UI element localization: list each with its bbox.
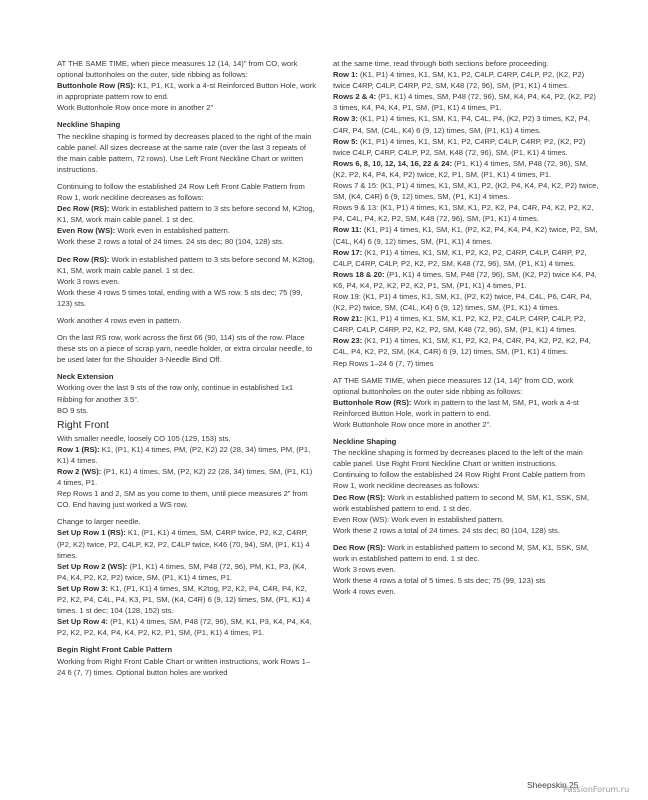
- paragraph-text: Rep Rows 1 and 2, SM as you come to them, until piece measures 2” from CO. End having just worked a WS row.: [57, 489, 308, 510]
- row-label: Set Up Row 2 (WS):: [57, 561, 128, 571]
- paragraph: [333, 180, 601, 202]
- row-label: Row 1 (RS):: [57, 444, 100, 454]
- paragraph: [333, 247, 601, 269]
- paragraph-text: The neckline shaping is formed by decreases placed to the right of the main cable panel. All sizes decrease at the same rate (over the last 3 repeats of the main cable pattern, 72 rows). Use Left Front Neckline Chart or written instructions.: [57, 131, 312, 174]
- paragraph: [333, 58, 601, 69]
- page-footer: Sheepskin 25: [527, 780, 579, 790]
- paragraph-text: Work Buttonhole Row once more in another 2”.: [333, 420, 492, 429]
- section-heading: Neckline Shaping: [57, 120, 121, 130]
- row-label: Row 3:: [333, 114, 358, 124]
- row-label: Row 1:: [333, 70, 358, 80]
- paragraph-text: AT THE SAME TIME, when piece measures 12 (14, 14)” from CO, work optional buttonholes on the outer side ribbing as follows:: [333, 375, 574, 396]
- row-label: Dec Row (RS):: [57, 204, 110, 214]
- paragraph-text: With smaller needle, loosely CO 105 (129, 153) sts.: [57, 433, 231, 443]
- paragraph-text: (K1, P1) 4 times, K1, SM, K1, P4, C4L, P4, (K2, P2) 3 times, K2, P4, C4R, P4, SM, (C4L, K4) 6 (9, 12) times, SM, (P1, K1) 4 times.: [333, 114, 591, 135]
- paragraph: [57, 444, 317, 466]
- paragraph: [333, 113, 601, 135]
- paragraph: [57, 433, 317, 444]
- row-label: Set Up Row 3:: [57, 583, 109, 593]
- section-heading: Begin Right Front Cable Pattern: [57, 645, 173, 655]
- paragraph-text: AT THE SAME TIME, when piece measures 12 (14, 14)” from CO, work optional buttonholes on the outer, side ribbing as follows:: [57, 59, 298, 80]
- paragraph-text: Work in established pattern to second M, SM, K1, SSK, SM, work in established pattern to end. 1 st dec.: [333, 542, 590, 564]
- section-title: Right Front: [57, 418, 109, 431]
- paragraph: [333, 492, 601, 514]
- right-column: [333, 58, 601, 597]
- paragraph: [57, 131, 317, 175]
- paragraph: [333, 469, 601, 491]
- paragraph-text: Work in pattern to the last M, SM, P1, work a 4-st Reinforced Button Hole, work in pattern to end.: [333, 397, 579, 418]
- paragraph-text: at the same time, read through both sections before proceeding.: [333, 59, 549, 68]
- paragraph-text: K1, (P1, K1) 4 times, SM, K2tog, P2, K2, P4, C4R, P4, K2, P2, K2, P4, C4L, P4, K3, P1, SM, (K4, C4R) 6 (9, 12) times, SM, (P1, K1) 4 times. 1 st dec; 104 (128, 152) sts.: [57, 583, 311, 616]
- watermark: PassionForum.ru: [563, 785, 630, 794]
- row-label: Dec Row (RS):: [333, 542, 386, 552]
- row-label: Row 21:: [333, 314, 363, 324]
- paragraph-text: Even Row (WS): Work even in established pattern.: [333, 514, 504, 524]
- paragraph-text: Work another 4 rows even in pattern.: [57, 315, 182, 325]
- paragraph-text: (P1, K1) 4 times, SM, P48 (72, 96), SM, K1, P3, K4, P4, K4, P2, K2, P2, K4, P4, K4, P2, K2, P1, SM, (P1, K1) 4 times, P1.: [57, 617, 312, 638]
- section-heading: Neck Extension: [57, 372, 114, 382]
- paragraph: [57, 466, 317, 488]
- paragraph-text: Work Buttonhole Row once more in another 2”: [57, 103, 214, 113]
- paragraph-text: Row 19: (K1, P1) 4 times, K1, SM, K1, (P2, K2) twice, P4, C4L, P6, C4R, P4, (K2, P2) twice, SM, (C4L, K4) 6 (9, 12) times, SM, (P1, K1) 4 times.: [333, 291, 592, 313]
- paragraph: [57, 527, 317, 560]
- row-label: Rows 2 & 4:: [333, 92, 377, 102]
- paragraph-text: (K1, P1) 4 times, K1, SM, K1, P2, K2, P2, C4RP, C4LP, C4RP, P2, C4LP, C4RP, C4LP, P2, K2, P2, SM, K48 (72, 96), SM, (P1, K1) 4 times.: [333, 247, 587, 268]
- paragraph: [57, 102, 317, 113]
- paragraph: [57, 656, 317, 678]
- paragraph-text: Change to larger needle.: [57, 517, 141, 527]
- paragraph-text: Work these 4 rows 5 times total, ending with a WS row. 5 sts dec; 75 (99, 123) sts.: [57, 287, 303, 308]
- paragraph-text: On the last RS row, work across the first 66 (90, 114) sts of the row. Place these sts on a piece of scrap yarn, needle holder, or extra circular needle, to be used later for the Shoulder 3-Needle Bind Off.: [57, 333, 313, 365]
- paragraph: [333, 313, 601, 335]
- paragraph-text: BO 9 sts.: [57, 405, 89, 415]
- paragraph: [57, 616, 317, 638]
- paragraph: [333, 447, 601, 469]
- paragraph-text: Continuing to follow the established 24 Row Left Front Cable Pattern from Row 1, work neckline decreases as follows:: [57, 181, 305, 203]
- section-heading: Neckline Shaping: [333, 437, 397, 447]
- row-label: Buttonhole Row (RS):: [57, 81, 136, 91]
- paragraph: [57, 287, 317, 309]
- paragraph: [333, 514, 601, 525]
- row-label: Even Row (WS):: [57, 226, 116, 236]
- paragraph: [57, 276, 317, 287]
- row-label: Row 17:: [333, 247, 363, 257]
- left-column: [57, 58, 317, 678]
- row-label: Dec Row (RS):: [333, 492, 386, 502]
- paragraph-text: Work these 4 rows a total of 5 times. 5 sts dec; 75 (99, 123) sts: [333, 576, 546, 586]
- row-label: Row 2 (WS):: [57, 467, 102, 476]
- paragraph-text: (P1, K1) 4 times, SM, P48 (72, 96), SM, (K2, P2, K4, P4, K4, P2) twice, K2, P1, SM, (P1, K1) 4 times, P1.: [333, 158, 588, 179]
- paragraph-text: (K1, P1) 4 times, K1, SM, K1, (P2, K2, P4, K4, P4, K2) twice, P2, SM, (C4L, K4) 6 (9, 12) times, SM, (P1, K1) 4 times.: [333, 225, 598, 246]
- paragraph: [333, 269, 601, 291]
- paragraph: [333, 575, 601, 586]
- paragraph: [57, 516, 317, 527]
- paragraph-text: (P1, K1) 4 times, SM, P48 (72, 96), SM, K4, P4, K4, P2, (K2, P2) 3 times, K4, P4, K4, P1, SM, (P1, K1) 4 times, P1.: [333, 92, 596, 113]
- paragraph-text: (K1, P1) 4 times, K1, SM, K1, P2, K2, P4, C4R, P4, K2, P2, K2, P4, C4L, P4, K2, P2, SM, (K4, C4R) 6 (9, 12) times, SM, (P1, K1) 4 times.: [333, 336, 591, 357]
- paragraph: [57, 488, 317, 510]
- paragraph: [333, 91, 601, 113]
- paragraph: [333, 564, 601, 575]
- paragraph: [333, 375, 601, 397]
- row-label: Rows 18 & 20:: [333, 269, 385, 279]
- paragraph: [333, 158, 601, 180]
- paragraph-text: (K1, P1) 4 times, K1, SM, K1, P2, C4LP, C4RP, C4LP, P2, (K2, P2) twice C4RP, C4LP, C4RP, P2, SM, K48 (72, 96), SM, (P1, K1) 4 times.: [333, 70, 585, 91]
- paragraph-text: Rows 7 & 15: (K1, P1) 4 times, K1, SM, K1, P2, (K2, P4, K4, P4, K2, P2) twice, SM, (K4, C4R) 6 (9, 12) times, SM, (P1, K1) 4 times.: [333, 181, 599, 202]
- row-label: Dec Row (RS):: [57, 254, 110, 264]
- paragraph-text: Rows 9 & 13: (K1, P1) 4 times, K1, SM, K1, P2, K2, P4, C4R, P4, K2, P2, K2, P4, C4L, P4, K2, P2, SM, K48 (72, 96), SM, (P1, K1) 4 times.: [333, 203, 594, 224]
- paragraph-text: K1, (P1, K1) 4 times, SM, C4RP twice, P2, K2, C4RP, (P2, K2) twice, P2, C4LP, K2, P2, C4LP twice, K46 (70, 94), SM, (P1, K1) 4 times.: [57, 528, 310, 560]
- paragraph-text: Work 3 rows even.: [57, 276, 120, 286]
- paragraph: [333, 397, 601, 419]
- paragraph: [57, 332, 317, 365]
- paragraph: [333, 291, 601, 313]
- paragraph: [57, 236, 317, 247]
- row-label: Row 11:: [333, 225, 362, 235]
- row-label: Set Up Row 4:: [57, 617, 109, 627]
- paragraph-text: K1, P1, K1, work a 4-st Reinforced Button Hole, work in appropriate pattern row to end.: [57, 81, 317, 102]
- paragraph-text: The neckline shaping is formed by decreases placed to the left of the main cable panel. Use Right Front Neckline Chart or written instructions.: [333, 448, 583, 469]
- paragraph-text: Work 4 rows even.: [333, 587, 396, 597]
- paragraph-text: Work these 2 rows a total of 24 times. 24 sts dec; 80 (104, 128) sts.: [57, 237, 284, 247]
- paragraph-text: Work in established pattern to 3 sts before second M, K2tog, K1, SM, work main cable panel. 1 st dec.: [57, 204, 315, 225]
- row-label: Set Up Row 1 (RS):: [57, 528, 126, 538]
- paragraph-text: Work 3 rows even.: [333, 565, 396, 575]
- paragraph: [333, 335, 601, 357]
- paragraph: [57, 405, 317, 416]
- paragraph-text: Work in established pattern to 3 sts before second M, K2tog, K1, SM, work main cable panel. 1 st dec.: [57, 254, 315, 275]
- paragraph: [57, 58, 317, 80]
- row-label: Row 23:: [333, 336, 363, 346]
- paragraph-text: (P1, K1) 4 times, SM, P48 (72, 96), PM, K1, P3, (K4, P4, K4, P2, K2, P2) twice, SM, (P1, K1) 4 times, P1.: [57, 561, 307, 582]
- paragraph: [57, 315, 317, 326]
- paragraph-text: Working over the last 9 sts of the row only, continue in established 1x1 Ribbing for another 3.5”.: [57, 383, 294, 404]
- paragraph-text: (K1, P1) 4 times, K1, SM, K1, P2, K2, P2, C4LP, C4RP, C4LP, P2, C4RP, C4LP, C4RP, P2, K2, P2, SM, K48 (72, 96), SM, (P1, K1) 4 times.: [333, 314, 586, 335]
- paragraph-text: Work in established pattern to second M, SM, K1, SSK, SM, work established pattern to end. 1 st dec.: [333, 492, 590, 513]
- paragraph: [57, 181, 317, 203]
- paragraph: [57, 203, 317, 225]
- paragraph: [57, 561, 317, 583]
- row-label: Buttonhole Row (RS):: [333, 397, 412, 407]
- paragraph: [57, 583, 317, 616]
- paragraph-text: Continuing to follow the established 24 Row Right Front Cable pattern from Row 1, work neckline decreases as follows:: [333, 470, 585, 491]
- row-label: Row 5:: [333, 136, 358, 146]
- paragraph: [57, 80, 317, 102]
- paragraph-text: (P1, K1) 4 times, SM, (P2, K2) 22 (28, 34) times, SM, (P1, K1) 4 times, P1.: [57, 467, 313, 488]
- paragraph: [333, 69, 601, 91]
- paragraph: [333, 525, 601, 536]
- paragraph-text: Working from Right Front Cable Chart or written instructions, work Rows 1–24 6 (7, 7) times. Optional button holes are worked: [57, 656, 311, 677]
- paragraph: [333, 358, 601, 369]
- paragraph-text: Work these 2 rows a total of 24 times. 24 sts dec; 80 (104, 128) sts.: [333, 525, 560, 535]
- paragraph: [57, 382, 317, 404]
- paragraph: [57, 254, 317, 276]
- paragraph-text: Work even in established pattern.: [115, 226, 230, 236]
- row-label: Rows 6, 8, 10, 12, 14, 16, 22 & 24:: [333, 158, 453, 168]
- paragraph: [333, 586, 601, 597]
- paragraph-text: (P1, K1) 4 times, SM, P48 (72, 96), SM, (K2, P2) twice K4, P4, K6, P4, K4, P2, K2, P2, K2, P1, SM, (P1, K1) 4 times, P1.: [333, 269, 597, 290]
- paragraph-text: K1, (P1, K1) 4 times, PM, (P2, K2) 22 (28, 34) times, PM, (P1, K1) 4 times.: [57, 444, 311, 465]
- paragraph: [333, 136, 601, 158]
- paragraph-text: Rep Rows 1–24 6 (7, 7) times: [333, 358, 434, 368]
- paragraph: [333, 542, 601, 564]
- paragraph: [57, 225, 317, 236]
- paragraph-text: (K1, P1) 4 times, K1, SM, K1, P2, C4RP, C4LP, C4RP, P2, (K2, P2) twice C4LP, C4RP, C4LP, P2, SM, K48 (72, 96), SM, (P1, K1) 4 times.: [333, 136, 586, 157]
- paragraph: [333, 202, 601, 224]
- paragraph: [333, 419, 601, 430]
- paragraph: [333, 224, 601, 246]
